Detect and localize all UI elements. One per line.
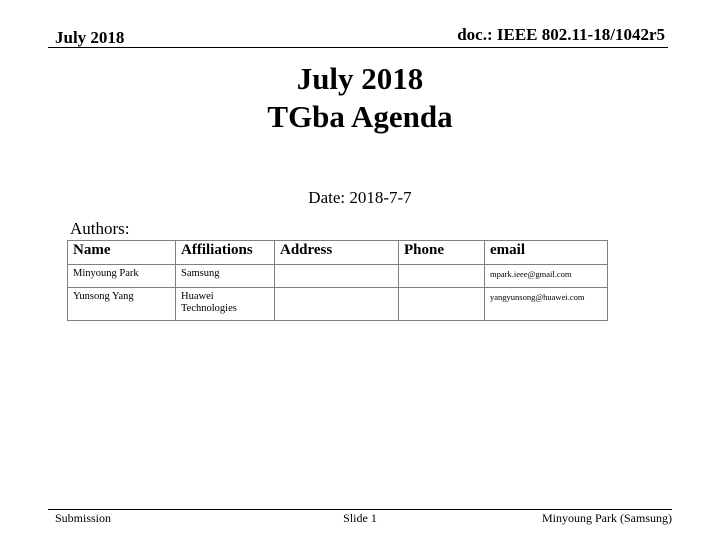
author-email: mpark.ieee@gmail.com	[485, 265, 608, 288]
col-header-phone: Phone	[399, 241, 485, 265]
table-row	[68, 265, 608, 288]
author-name: Minyoung Park	[68, 265, 176, 288]
author-email: yangyunsong@huawei.com	[485, 288, 608, 321]
author-address	[275, 265, 399, 288]
slide-title	[0, 60, 720, 136]
author-phone	[399, 288, 485, 321]
header-doc-id: doc.: IEEE 802.11-18/1042r5	[457, 25, 665, 44]
title-line-2: TGba Agenda	[267, 99, 453, 134]
header-divider	[48, 47, 668, 48]
author-affiliation: Huawei Technologies	[176, 288, 275, 321]
footer-divider	[48, 509, 672, 510]
col-header-name: Name	[68, 241, 176, 265]
col-header-email: email	[485, 241, 608, 265]
footer-slide-number: Slide 1	[343, 511, 377, 525]
author-name: Yunsong Yang	[68, 288, 176, 321]
slide-date: Date: 2018-7-7	[308, 188, 412, 207]
col-header-affiliations: Affiliations	[176, 241, 275, 265]
footer-author: Minyoung Park (Samsung)	[542, 511, 672, 525]
title-line-1: July 2018	[296, 61, 424, 96]
author-phone	[399, 265, 485, 288]
col-header-address: Address	[275, 241, 399, 265]
table-header-row	[68, 241, 608, 265]
authors-label: Authors:	[70, 219, 130, 238]
table-row	[68, 288, 608, 321]
header-date: July 2018	[55, 28, 125, 47]
footer-submission: Submission	[55, 511, 112, 525]
author-address	[275, 288, 399, 321]
author-affiliation: Samsung	[176, 265, 275, 288]
authors-table	[67, 240, 608, 321]
